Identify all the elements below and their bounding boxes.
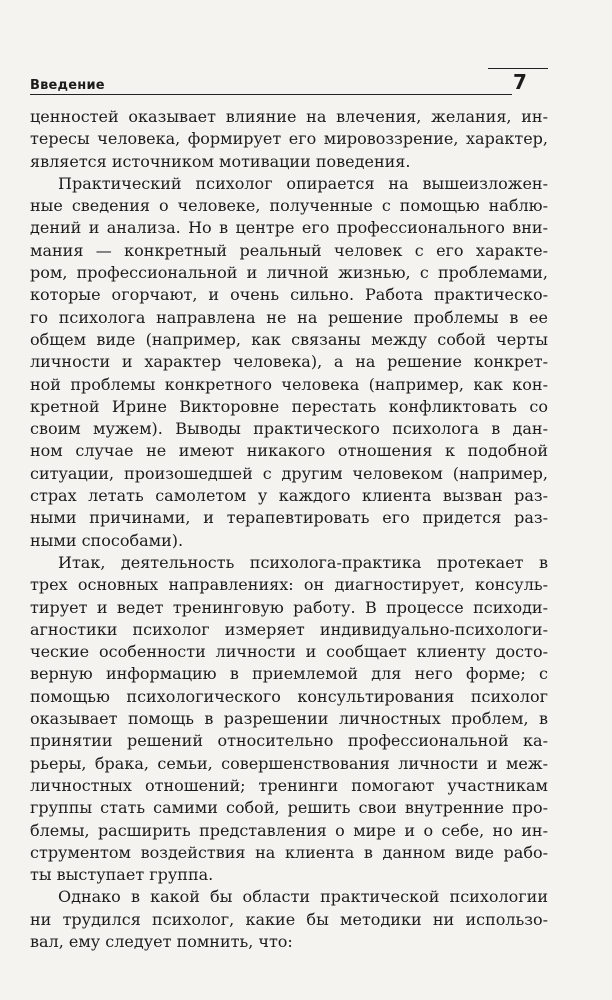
text-line: агностики психолог измеряет индивидуально-психологи- [30, 619, 548, 639]
text-line: Практический психолог опирается на вышеизложен- [58, 173, 548, 193]
paragraph [30, 552, 548, 886]
page-number-rule [488, 68, 548, 69]
running-header [30, 66, 542, 96]
text-line: верную информацию в приемлемой для него форме; с [30, 664, 548, 684]
text-line: личности и характер человека), а на решение конкрет- [30, 352, 548, 372]
paragraph [30, 886, 548, 953]
text-line: ными способами). [30, 530, 184, 550]
text-line: которые огорчают, и очень сильно. Работа практическо- [30, 285, 548, 305]
text-line: личностных отношений; тренинги помогают участникам [30, 775, 548, 795]
text-line: помощью психологического консультирования психолог [30, 686, 548, 706]
text-line: ными причинами, и терапевтировать его придется раз- [30, 508, 548, 528]
text-line: страх летать самолетом у каждого клиента вызван раз- [30, 486, 548, 506]
text-line: дений и анализа. Но в центре его профессионального вни- [30, 218, 548, 238]
text-line: ром, профессиональной и личной жизнью, с проблемами, [30, 263, 548, 283]
body-text [30, 106, 548, 953]
text-line: мания — конкретный реальный человек с его характе- [30, 240, 548, 260]
text-line: вал, ему следует помнить, что: [30, 931, 293, 951]
text-line: своим мужем). Выводы практического психолога в дан- [30, 419, 548, 439]
paragraph [30, 106, 548, 173]
text-line: оказывает помощь в разрешении личностных проблем, в [30, 709, 548, 729]
text-line: ческие особенности личности и сообщает клиенту досто- [30, 642, 548, 662]
text-line: ни трудился психолог, какие бы методики ни использо- [30, 909, 548, 929]
text-line: ценностей оказывает влияние на влечения, желания, ин- [30, 107, 548, 126]
section-title: Введение [30, 78, 105, 93]
text-line: является источником мотивации поведения. [30, 151, 411, 171]
page-number: 7 [513, 70, 527, 94]
text-line: ты выступает группа. [30, 865, 214, 885]
text-line: тересы человека, формирует его мировоззрение, характер, [30, 129, 548, 149]
text-line: тирует и ведет тренинговую работу. В процессе психоди- [30, 597, 548, 617]
header-rule [30, 94, 512, 95]
text-line: принятии решений относительно профессиональной ка- [30, 731, 548, 751]
text-line: ситуации, произошедшей с другим человеком (например, [30, 463, 548, 483]
text-line: трех основных направлениях: он диагностирует, консуль- [30, 575, 548, 595]
text-line: ном случае не имеют никакого отношения к подобной [30, 441, 548, 461]
text-line: кретной Ирине Викторовне перестать конфликтовать со [30, 396, 548, 416]
text-line: Итак, деятельность психолога-практика протекает в [58, 552, 548, 572]
text-line: ные сведения о человеке, полученные с помощью наблю- [30, 196, 548, 216]
text-line: струментом воздействия на клиента в данном виде рабо- [30, 842, 548, 862]
text-line: Однако в какой бы области практической психологии [58, 887, 548, 907]
text-line: ной проблемы конкретного человека (например, как кон- [30, 374, 548, 394]
text-line: рьеры, брака, семьи, совершенствования личности и меж- [30, 753, 548, 773]
text-line: блемы, расширить представления о мире и о себе, но ин- [30, 820, 548, 840]
text-line: го психолога направлена не на решение проблемы в ее [30, 307, 548, 327]
paragraph [30, 173, 548, 552]
text-line: группы стать самими собой, решить свои внутренние про- [30, 798, 548, 818]
text-line: общем виде (например, как связаны между собой черты [30, 329, 548, 349]
